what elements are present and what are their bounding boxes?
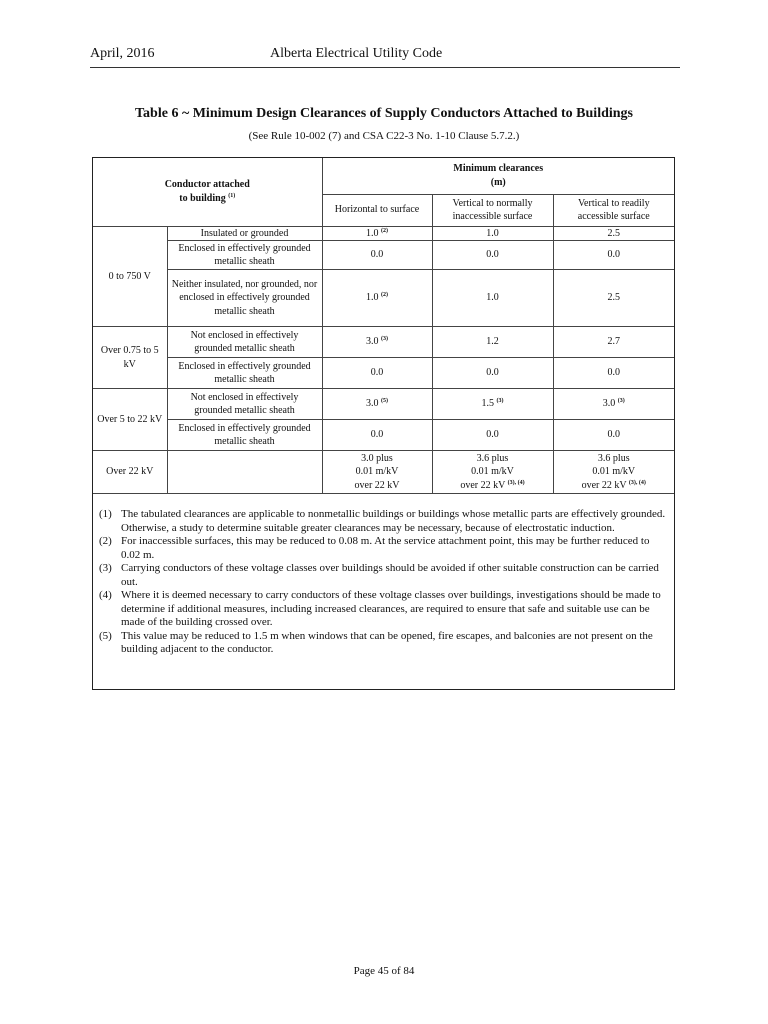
note-item <box>99 562 669 589</box>
header-date: April, 2016 <box>90 46 155 61</box>
cell-vertical-inaccessible: 0.0 <box>432 358 553 389</box>
header-code-title: Alberta Electrical Utility Code <box>270 46 443 61</box>
note-text: Carrying conductors of these voltage classes over buildings should be avoided if other suitable construction can be carried out. <box>121 562 659 588</box>
conductor-type-empty <box>167 451 322 494</box>
min-clearances-header: Minimum clearances (m) <box>322 158 674 194</box>
cell-vertical-accessible: 0.0 <box>553 420 674 451</box>
table-row <box>93 327 674 358</box>
col-header-vertical-accessible: Vertical to readily accessible surface <box>553 194 674 226</box>
note-number: (2) <box>99 535 112 547</box>
page-header <box>90 46 678 66</box>
table-title: Table 6 ~ Minimum Design Clearances of Supply Conductors Attached to Buildings <box>135 106 633 121</box>
voltage-group-label: 0 to 750 V <box>93 226 167 327</box>
table-row <box>93 241 674 270</box>
cell-horizontal: 3.0 $^{(3)}$ <box>322 327 432 358</box>
cell-horizontal: 0.0 <box>322 358 432 389</box>
cell-vertical-accessible: 2.7 <box>553 327 674 358</box>
cell-horizontal: 3.0 $^{(5)}$ <box>322 389 432 420</box>
conductor-type: Not enclosed in effectively grounded metallic sheath <box>167 389 322 420</box>
col-header-vertical-inaccessible: Vertical to normally inaccessible surface <box>432 194 553 226</box>
note-item <box>99 589 669 630</box>
header-rule <box>90 67 680 68</box>
cell-vertical-inaccessible: 0.0 <box>432 420 553 451</box>
note-number: (1) <box>99 508 112 520</box>
cell-horizontal: 0.0 <box>322 420 432 451</box>
table-row <box>93 270 674 327</box>
page-number: Page 45 of 84 <box>353 965 415 977</box>
conductor-type: Neither insulated, nor grounded, nor enclosed in effectively grounded metallic sheath <box>167 270 322 327</box>
table-subtitle: (See Rule 10-002 (7) and CSA C22-3 No. 1-10 Clause 5.7.2.) <box>248 130 520 142</box>
cell-vertical-inaccessible: 1.0 <box>432 226 553 241</box>
conductor-type: Enclosed in effectively grounded metallic sheath <box>167 420 322 451</box>
note-text: This value may be reduced to 1.5 m when windows that can be opened, fire escapes, and balconies are not present on the building adjacent to the conductor. <box>121 629 653 655</box>
note-number: (5) <box>99 629 112 642</box>
cell-horizontal: 1.0 $^{(2)}$ <box>322 226 432 241</box>
table-row <box>93 226 674 241</box>
table-header-row <box>93 158 674 194</box>
note-item <box>99 535 669 562</box>
table-row <box>93 420 674 451</box>
conductor-type: Insulated or grounded <box>167 226 322 241</box>
cell-vertical-inaccessible: 1.0 <box>432 270 553 327</box>
note-text: The tabulated clearances are applicable to nonmetallic buildings or buildings whose metallic parts are effectively grounded. Otherwise, a study to determine suitable greater clearances may be necessary, because of electrostatic induction. <box>121 508 666 534</box>
conductor-header: Conductor attached to building $^{(1)}$ <box>93 158 322 226</box>
clearance-table <box>93 158 674 494</box>
cell-vertical-inaccessible: 1.5 $^{(3)}$ <box>432 389 553 420</box>
note-item <box>99 508 669 535</box>
cell-horizontal: 0.0 <box>322 241 432 270</box>
cell-vertical-accessible: 0.0 <box>553 241 674 270</box>
note-text: Where it is deemed necessary to carry conductors of these voltage classes over buildings, investigations should be made to determine if additional measures, including increased clearances, are required to ensure that safe and suitable use can be made of the building crossed over. <box>121 589 661 628</box>
cell-vertical-inaccessible: 1.2 <box>432 327 553 358</box>
voltage-group-label: Over 5 to 22 kV <box>93 389 167 451</box>
cell-horizontal: 1.0 $^{(2)}$ <box>322 270 432 327</box>
cell-vertical-accessible: 2.5 <box>553 226 674 241</box>
cell-vertical-accessible: 0.0 <box>553 358 674 389</box>
table-row <box>93 451 674 494</box>
voltage-group-label: Over 22 kV <box>93 451 167 494</box>
cell-vertical-accessible: 2.5 <box>553 270 674 327</box>
cell-vertical-inaccessible: 0.0 <box>432 241 553 270</box>
table-row <box>93 389 674 420</box>
cell-vertical-accessible: 3.0 $^{(3)}$ <box>553 389 674 420</box>
note-number: (3) <box>99 562 112 574</box>
conductor-type: Not enclosed in effectively grounded metallic sheath <box>167 327 322 358</box>
conductor-type: Enclosed in effectively grounded metallic sheath <box>167 241 322 270</box>
cell-vertical-inaccessible: 3.6 plus 0.01 m/kV over 22 kV $^{(3), (4)}$ <box>432 451 553 494</box>
col-header-horizontal: Horizontal to surface <box>322 194 432 226</box>
conductor-type: Enclosed in effectively grounded metallic sheath <box>167 358 322 389</box>
table-notes <box>99 508 669 657</box>
note-item <box>99 630 669 657</box>
cell-horizontal: 3.0 plus 0.01 m/kV over 22 kV <box>322 451 432 494</box>
note-text: For inaccessible surfaces, this may be reduced to 0.08 m. At the service attachment point, this may be further reduced to 0.02 m. <box>121 535 650 561</box>
note-number: (4) <box>99 589 112 601</box>
cell-vertical-accessible: 3.6 plus 0.01 m/kV over 22 kV $^{(3), (4)}$ <box>553 451 674 494</box>
table-row <box>93 358 674 389</box>
voltage-group-label: Over 0.75 to 5 kV <box>93 327 167 389</box>
